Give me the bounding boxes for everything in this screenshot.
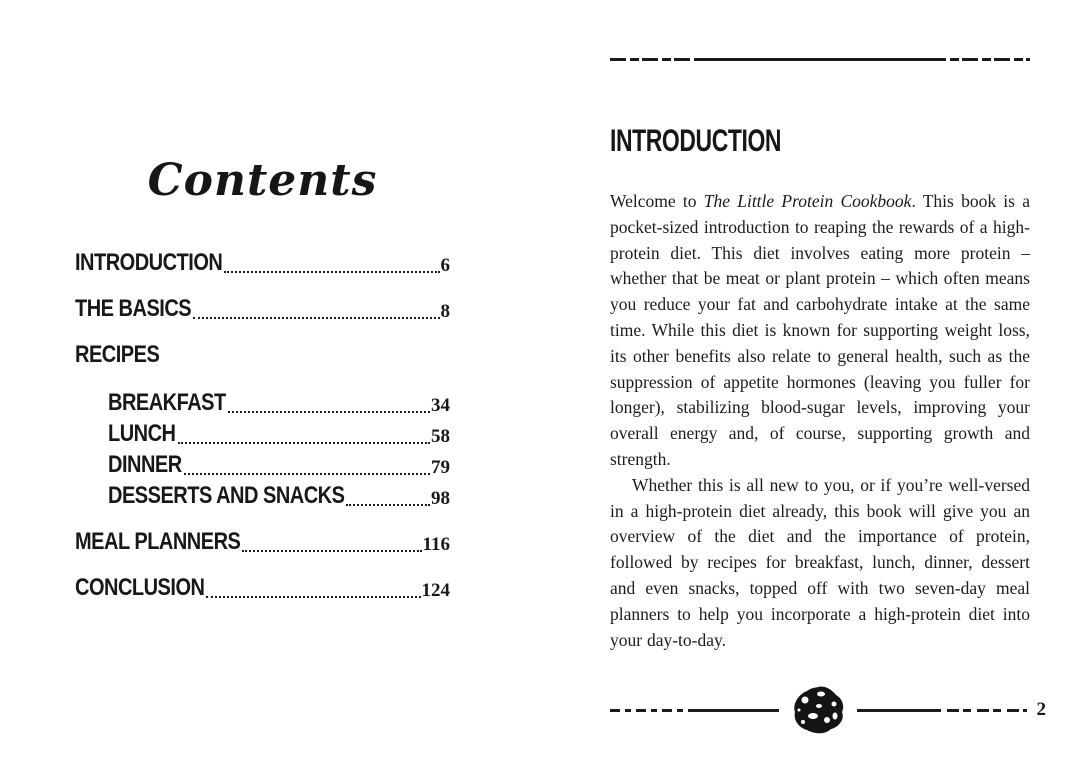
dot-leader [206, 596, 420, 598]
toc-entry-meal-planners [75, 528, 450, 555]
toc-entry-breakfast [108, 389, 450, 416]
toc-entry-label: MEAL PLANNERS [75, 528, 241, 555]
toc-entry-page-number: 8 [440, 301, 450, 322]
dot-leader [228, 411, 430, 413]
toc-entry-page-number: 34 [431, 395, 450, 416]
dot-leader [224, 271, 439, 273]
toc-entry-desserts-and-snacks [108, 482, 450, 509]
toc-entry-label: RECIPES [75, 341, 160, 368]
dot-leader [193, 317, 439, 319]
toc-entry-page-number: 79 [431, 457, 450, 478]
toc-entry-the-basics [75, 295, 450, 322]
toc-entry-page-number: 6 [440, 255, 450, 276]
decorative-rule-footer-left [610, 709, 779, 712]
book-title: The Little Protein Cookbook [703, 191, 912, 211]
decorative-rule-footer-right [857, 709, 1026, 712]
toc-entry-label: THE BASICS [75, 295, 192, 322]
toc-entry-conclusion [75, 574, 450, 601]
toc-entry-page-number: 58 [431, 426, 450, 447]
food-illustration [791, 686, 845, 734]
intro-paragraph-1 [610, 189, 1030, 473]
intro-paragraph-2: Whether this is all new to you, or if you’re well-versed in a high-protein diet already, this book will give you an overview of the diet and the importance of protein, followed by recipes for breakfast, lunch, dinner, dessert and even snacks, topped off with two seven-day meal planners to help you incorporate a high-protein diet into your day-to-day. [610, 474, 1030, 650]
toc-entry-label: CONCLUSION [75, 574, 205, 601]
dot-leader [242, 550, 421, 552]
introduction-body [610, 189, 1030, 653]
dot-leader [346, 504, 430, 506]
page-title: INTRODUCTION [610, 123, 782, 158]
contents-title: Contents [147, 155, 378, 206]
page-number: 2 [1036, 699, 1046, 720]
toc-entry-label: DESSERTS AND SNACKS [108, 482, 345, 509]
dot-leader [184, 473, 430, 475]
toc-entry-introduction [75, 249, 450, 276]
introduction-page [540, 0, 1080, 762]
toc-entry-label: LUNCH [108, 420, 176, 447]
dot-leader [178, 442, 431, 444]
toc-entry-label: INTRODUCTION [75, 249, 223, 276]
page-footer [610, 684, 1046, 736]
toc-entry-label: BREAKFAST [108, 389, 226, 416]
paragraph-text: . This book is a pocket-sized introduction to reaping the rewards of a high-protein diet. This diet involves eating more protein – whether that be meat or plant protein – which often means you reduce your fat and carbohydrate intake at the same time. While this diet is known for supporting weight loss, its other benefits also relate to general health, such as the suppression of appetite hormones (leaving you fuller for longer), stabilizing blood-sugar levels, improving your overall energy and, of course, supporting growth and strength. [610, 191, 1030, 469]
toc-entry-page-number: 124 [421, 580, 450, 601]
toc-entry-page-number: 116 [422, 534, 450, 555]
paragraph-text: Welcome to [610, 191, 704, 211]
toc-entry-label: DINNER [108, 451, 182, 478]
table-of-contents [75, 249, 450, 601]
toc-entry-recipes [75, 341, 450, 368]
toc-entry-dinner [108, 451, 450, 478]
toc-entry-page-number: 98 [431, 488, 450, 509]
toc-entry-lunch [108, 420, 450, 447]
